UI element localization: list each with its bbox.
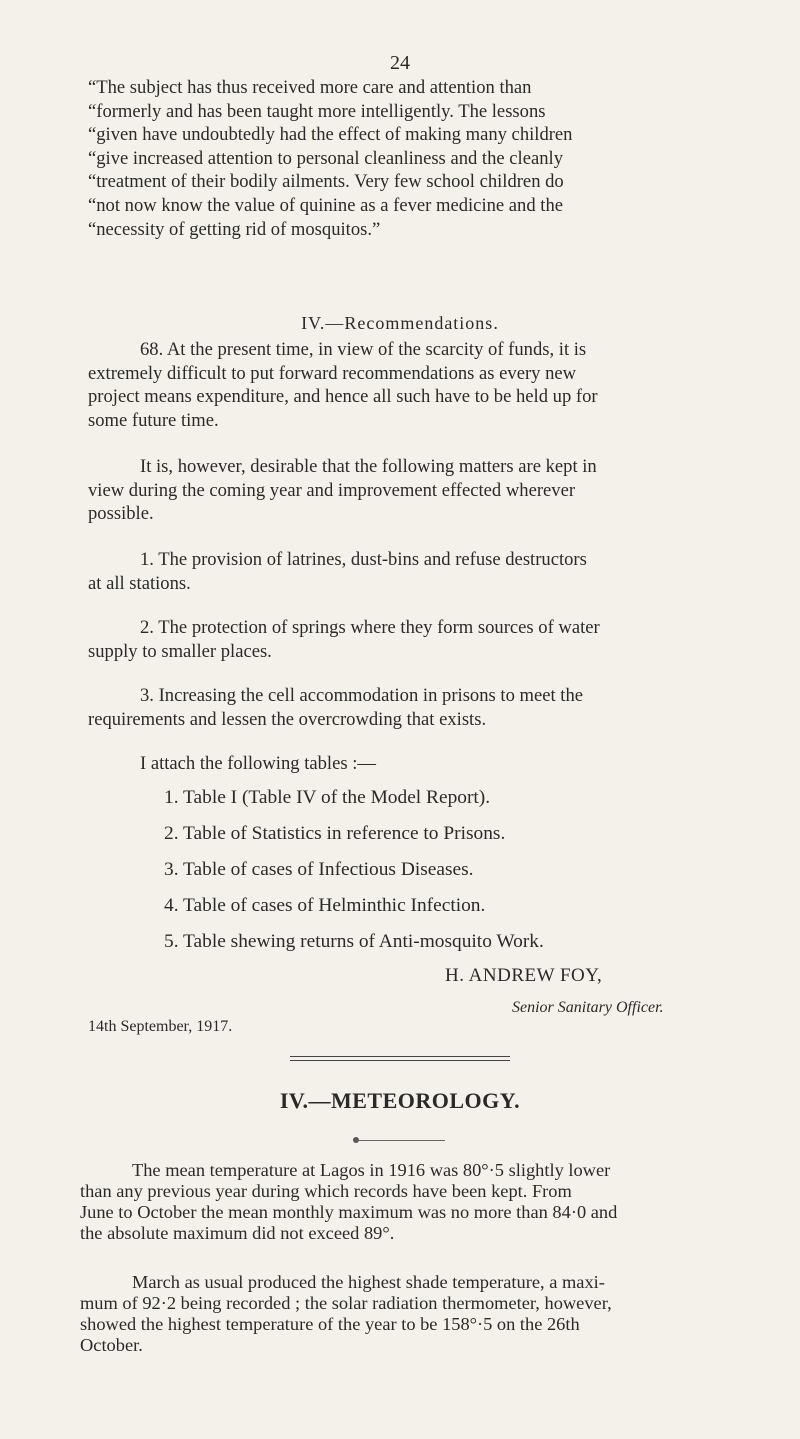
- paragraph-however: [88, 455, 760, 526]
- paragraph-line: the absolute maximum did not exceed 89°.: [80, 1223, 395, 1243]
- signature-name: H. ANDREW FOY,: [445, 965, 603, 986]
- paragraph-line: June to October the mean monthly maximum was no more than 84·0 and: [80, 1202, 618, 1222]
- ornament-rule: [355, 1140, 445, 1141]
- meteorology-paragraph-2: [80, 1272, 770, 1356]
- signature-title: Senior Sanitary Officer.: [512, 999, 664, 1016]
- paragraph-line: The mean temperature at Lagos in 1916 was 80°·5 slightly lower: [132, 1160, 611, 1180]
- recommendation-2: [88, 616, 760, 663]
- quote-line: “necessity of getting rid of mosquitos.”: [88, 218, 381, 240]
- signature-date: 14th September, 1917.: [88, 1018, 233, 1035]
- paragraph-line: showed the highest temperature of the year to be 158°·5 on the 26th: [80, 1314, 580, 1334]
- paragraph-line: requirements and lessen the overcrowding that exists.: [88, 708, 487, 730]
- recommendation-3: [88, 684, 760, 731]
- quote-line: “not now know the value of quinine as a fever medicine and the: [88, 194, 564, 216]
- paragraph-line: 68. At the present time, in view of the scarcity of funds, it is: [140, 339, 587, 360]
- table-list-item: 5. Table shewing returns of Anti-mosquito Work.: [164, 931, 544, 952]
- paragraph-line: than any previous year during which records have been kept. From: [80, 1181, 572, 1201]
- paragraph-line: March as usual produced the highest shade temperature, a maxi-: [132, 1272, 605, 1292]
- paragraph-line: view during the coming year and improvement effected wherever: [88, 479, 576, 501]
- table-list-item: 4. Table of cases of Helminthic Infection.: [164, 895, 486, 916]
- paragraph-line: possible.: [88, 503, 154, 525]
- paragraph-line: October.: [80, 1335, 143, 1355]
- quoted-paragraph: [88, 76, 758, 241]
- paragraph-line: mum of 92·2 being recorded ; the solar radiation thermometer, however,: [80, 1293, 612, 1313]
- paragraph-line: 2. The protection of springs where they form sources of water: [140, 617, 600, 638]
- page-number: 24: [390, 52, 410, 74]
- meteorology-paragraph-1: [80, 1160, 770, 1244]
- quote-line: “given have undoubtedly had the effect of making many children: [88, 124, 573, 146]
- paragraph-line: 3. Increasing the cell accommodation in prisons to meet the: [140, 685, 584, 706]
- paragraph-line: extremely difficult to put forward recommendations as every new: [88, 362, 577, 384]
- quote-line: “give increased attention to personal cleanliness and the cleanly: [88, 147, 563, 169]
- divider-rule: [290, 1060, 510, 1061]
- table-list-item: 3. Table of cases of Infectious Diseases.: [164, 859, 474, 880]
- recommendation-1: [88, 548, 760, 595]
- table-list-item: 2. Table of Statistics in reference to Prisons.: [164, 823, 506, 844]
- quote-line: “treatment of their bodily ailments. Very few school children do: [88, 171, 564, 193]
- paragraph-line: some future time.: [88, 409, 219, 431]
- attach-intro: I attach the following tables :—: [140, 753, 376, 774]
- meteorology-heading: IV.—METEOROLOGY.: [279, 1088, 521, 1113]
- table-list-item: 1. Table I (Table IV of the Model Report).: [164, 787, 491, 808]
- quote-line: “formerly and has been taught more intelligently. The lessons: [88, 100, 546, 122]
- paragraph-line: It is, however, desirable that the following matters are kept in: [140, 456, 597, 477]
- paragraph-line: 1. The provision of latrines, dust-bins and refuse destructors: [140, 549, 587, 570]
- paragraph-line: at all stations.: [88, 572, 191, 594]
- quote-line: “The subject has thus received more care and attention than: [88, 77, 532, 98]
- paragraph-line: supply to smaller places.: [88, 640, 272, 662]
- paragraph-line: project means expenditure, and hence all such have to be held up for: [88, 386, 598, 408]
- section-heading-recommendations: IV.—Recommendations.: [301, 313, 499, 333]
- paragraph-68: [88, 338, 760, 432]
- divider-rule: [290, 1056, 510, 1057]
